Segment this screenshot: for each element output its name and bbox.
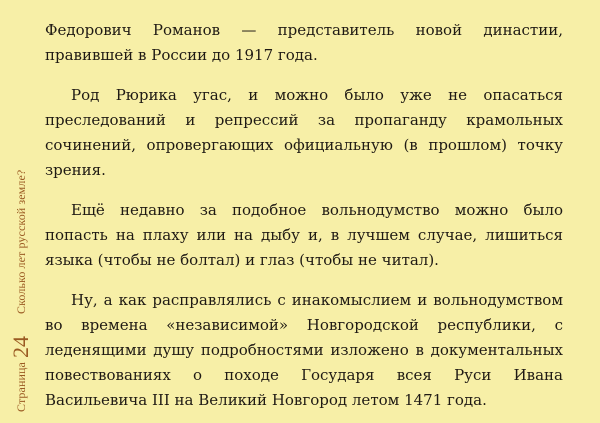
paragraph-1: Федорович Романов — представитель новой династии, правившей в России до 1917 года.	[45, 21, 563, 64]
page-sidebar	[0, 0, 40, 423]
running-title: Сколько лет русской земле?	[13, 169, 28, 315]
sidebar-caption	[4, 0, 38, 412]
paragraph-3: Ещё недавно за подобное вольнодумство можно было попасть на плаху или на дыбу и, в лучшем случае, лишиться языка (чтобы не болтал) и глаз (чтобы не читал).	[45, 201, 563, 269]
paragraph-4: Ну, а как расправлялись с инакомыслием и вольнодумством во времена «независимой» Новгородской республики, с леденящими душу подробностями изложено в документальных повествованиях о походе Государя всея Руси Ивана Васильевича III на Великий Новгород летом 1471 года.	[45, 291, 563, 409]
page-word-label: Страница	[13, 362, 28, 412]
paragraph-2: Род Рюрика угас, и можно было уже не опасаться преследований и репрессий за пропаганду крамольных сочинений, опровергающих официальную (в прошлом) точку зрения.	[45, 86, 563, 179]
page-number: 24	[8, 336, 33, 359]
body-text	[45, 18, 563, 413]
